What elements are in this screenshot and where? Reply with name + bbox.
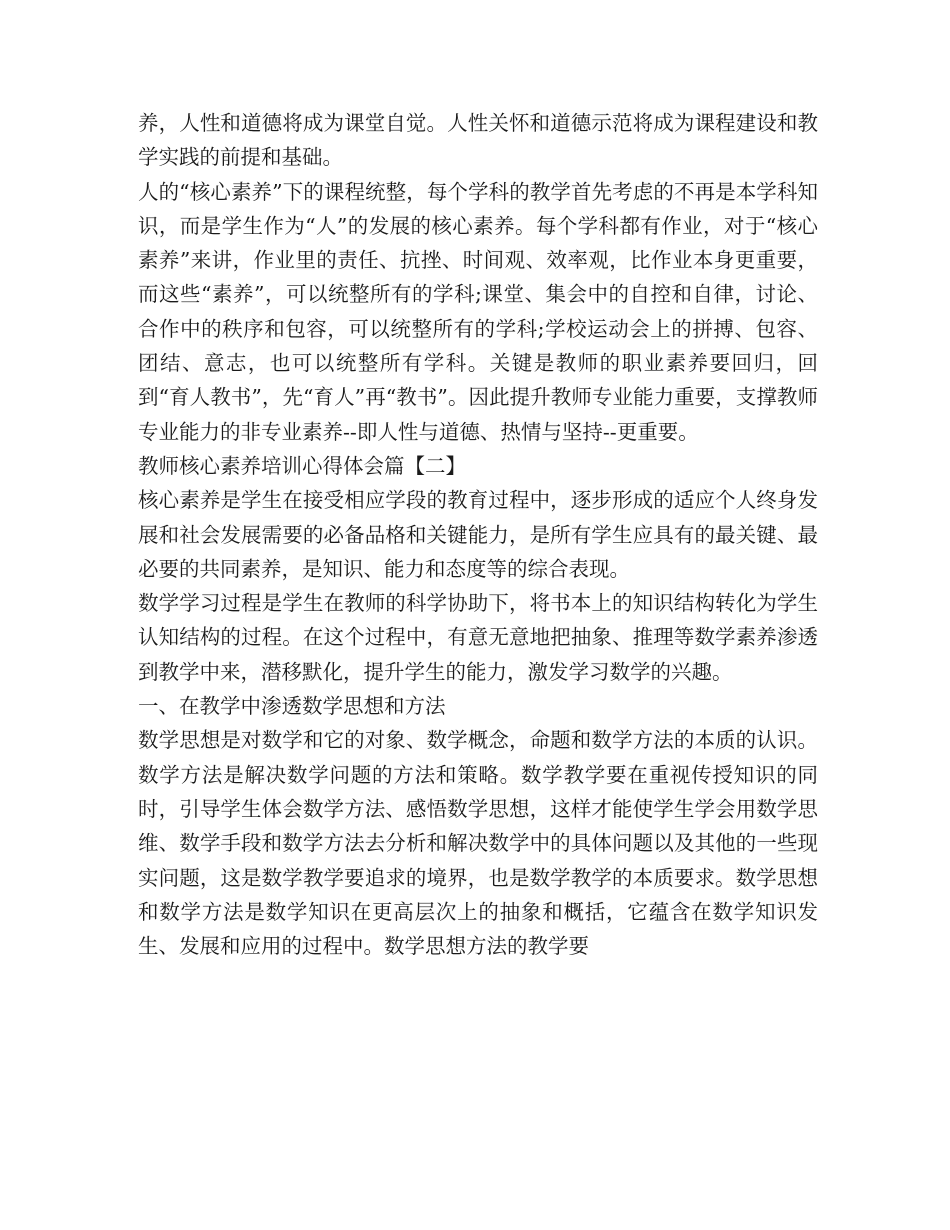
subheading-math-thinking-methods: 一、在教学中渗透数学思想和方法 — [138, 694, 446, 719]
paragraph-core-literacy-definition: 核心素养是学生在接受相应学段的教育过程中，逐步形成的适应个人终身发展和社会发展需要的必备品格和关键能力，是所有学生应具有的最关键、最必要的共同素养，是知识、能力和态度等的综合表现。 — [138, 488, 818, 581]
paragraph-math-thinking: 数学思想是对数学和它的对象、数学概念，命题和数学方法的本质的认识。数学方法是解决数学问题的方法和策略。数学教学要在重视传授知识的同时，引导学生体会数学方法、感悟数学思想，这样才能使学生学会用数学思维、数学手段和数学方法去分析和解决数学中的具体问题以及其他的一些现实问题，这是数学教学要追求的境界，也是数学教学的本质要求。数学思想和数学方法是数学知识在更高层次上的抽象和概括，它蕴含在数学知识发生、发展和应用的过程中。数学思想方法的教学要 — [138, 728, 818, 959]
paragraph-continuation: 养，人性和道德将成为课堂自觉。人性关怀和道德示范将成为课程建设和教学实践的前提和基础。 — [138, 111, 818, 170]
paragraph-core-literacy-curriculum: 人的“核心素养”下的课程统整，每个学科的教学首先考虑的不再是本学科知识，而是学生作为“人”的发展的核心素养。每个学科都有作业，对于“核心素养”来讲，作业里的责任、抗挫、时间观、效率观，比作业本身更重要，而这些“素养”，可以统整所有的学科;课堂、集会中的自控和自律，讨论、合作中的秩序和包容，可以统整所有的学科;学校运动会上的拼搏、包容、团结、意志，也可以统整所有学科。关键是教师的职业素养要回归，回到“育人教书”，先“育人”再“教书”。因此提升教师专业能力重要，支撑教师专业能力的非专业素养--即人性与道德、热情与坚持--更重要。 — [138, 179, 818, 444]
paragraph-math-learning-process: 数学学习过程是学生在教师的科学协助下，将书本上的知识结构转化为学生认知结构的过程。在这个过程中，有意无意地把抽象、推理等数学素养渗透到教学中来，潜移默化，提升学生的能力，激发学习数学的兴趣。 — [138, 591, 818, 684]
document-body — [138, 106, 818, 963]
section-heading-part-two: 教师核心素养培训心得体会篇【二】 — [138, 453, 466, 478]
